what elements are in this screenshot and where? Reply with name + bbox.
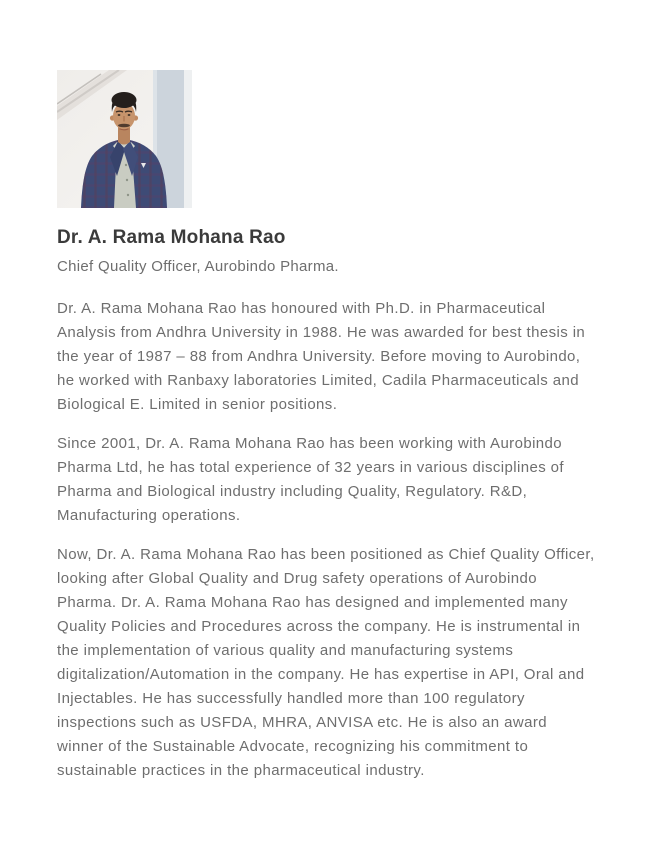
portrait-image — [57, 70, 192, 208]
profile-role: Chief Quality Officer, Aurobindo Pharma. — [57, 258, 339, 275]
bio-paragraph-1: Dr. A. Rama Mohana Rao has honoured with Ph.D. in Pharmaceutical Analysis from Andhra University in 1988. He was awarded for best thesis in the year of 1987 – 88 from Andhra University. Before moving to Aurobindo, he worked with Ranbaxy laboratories Limited, Cadila Pharmaceuticals and Biological E. Limited in senior positions. — [57, 300, 586, 413]
profile-section — [57, 70, 597, 798]
profile-name: Dr. A. Rama Mohana Rao — [57, 227, 286, 248]
profile-photo — [57, 70, 192, 208]
bio-paragraph-3: Now, Dr. A. Rama Mohana Rao has been positioned as Chief Quality Officer, looking after Global Quality and Drug safety operations of Aurobindo Pharma. Dr. A. Rama Mohana Rao has designed and implemented many Quality Policies and Procedures across the company. He is instrumental in the implementation of various quality and manufacturing systems digitalization/Automation in the company. He has expertise in API, Oral and Injectables. He has successfully handled more than 100 regulatory inspections such as USFDA, MHRA, ANVISA etc. He is also an award winner of the Sustainable Advocate, recognizing his commitment to sustainable practices in the pharmaceutical industry. — [57, 546, 595, 779]
bio-paragraph-2: Since 2001, Dr. A. Rama Mohana Rao has been working with Aurobindo Pharma Ltd, he has total experience of 32 years in various disciplines of Pharma and Biological industry including Quality, Regulatory. R&D, Manufacturing operations. — [57, 435, 564, 524]
